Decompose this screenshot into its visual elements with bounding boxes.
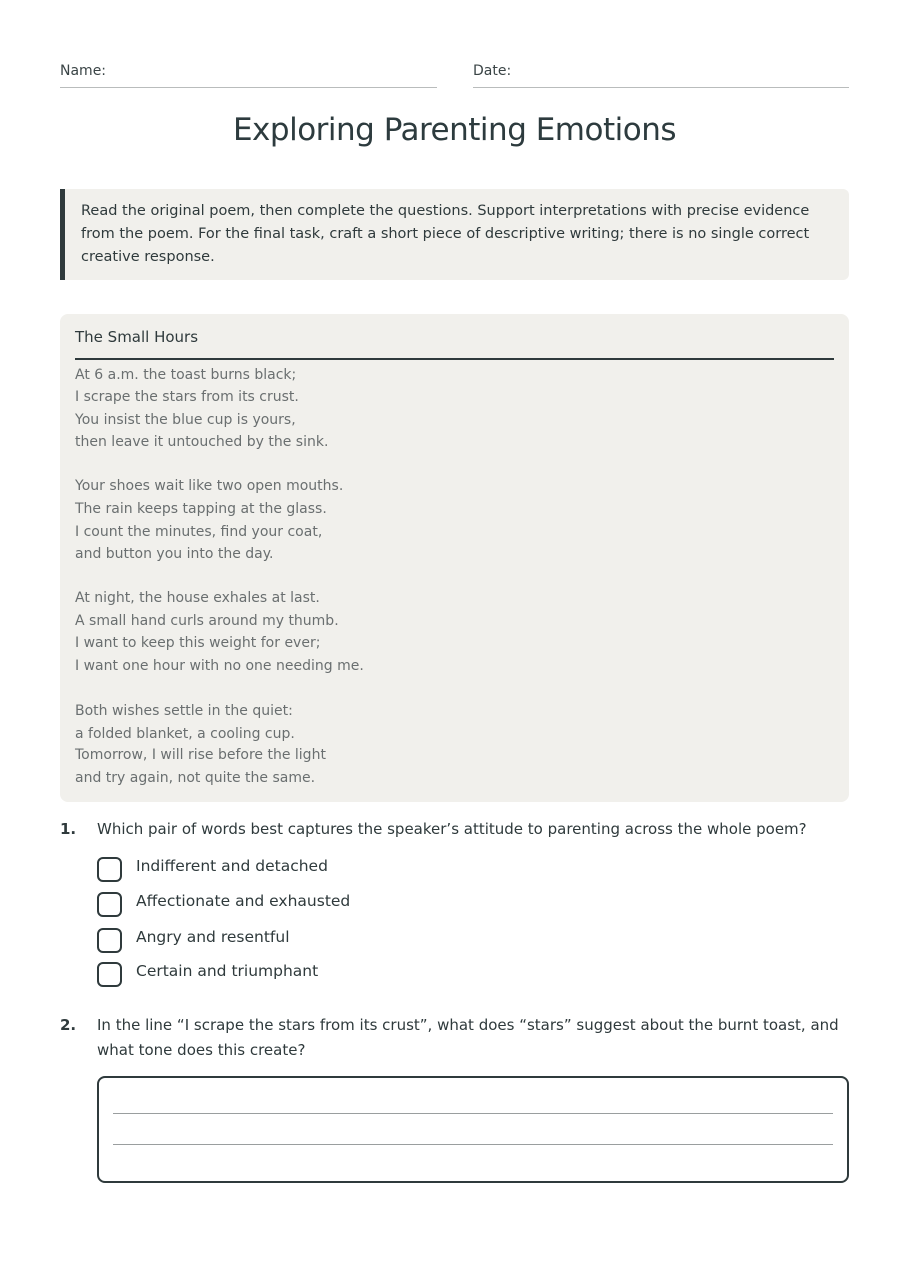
option-2-checkbox[interactable] <box>97 892 122 917</box>
poem-line: I want to keep this weight for ever; <box>75 635 321 651</box>
option-4-checkbox[interactable] <box>97 962 122 987</box>
poem-line: then leave it untouched by the sink. <box>75 434 329 450</box>
instructions-panel <box>60 189 849 280</box>
poem-line: Both wishes settle in the quiet: <box>75 703 293 719</box>
page-title: Exploring Parenting Emotions <box>232 112 677 148</box>
poem-title-rule <box>75 358 834 360</box>
instructions-text: Read the original poem, then complete the questions. Support interpretations with precise evidence from the poem. For the final task, craft a short piece of descriptive writing; there is no single correct creative response. <box>81 203 810 265</box>
poem-line: A small hand curls around my thumb. <box>75 613 339 629</box>
answer-rule <box>113 1113 833 1114</box>
name-label: Name: <box>60 63 107 79</box>
poem-line: Your shoes wait like two open mouths. <box>75 478 344 494</box>
poem-line: You insist the blue cup is yours, <box>75 412 296 428</box>
date-field[interactable] <box>473 60 849 88</box>
answer-box[interactable] <box>97 1076 849 1183</box>
question-2-text: In the line “I scrape the stars from its crust”, what does “stars” suggest about the burnt toast, and what tone does this create? <box>97 1016 839 1059</box>
poem-line: I want one hour with no one needing me. <box>75 658 364 674</box>
date-label: Date: <box>473 63 512 79</box>
poem-line: At night, the house exhales at last. <box>75 590 320 606</box>
option-3-checkbox[interactable] <box>97 928 122 953</box>
question-1-text: Which pair of words best captures the speaker’s attitude to parenting across the whole poem? <box>97 820 807 838</box>
poem-line: I count the minutes, find your coat, <box>75 524 323 540</box>
poem-line: and try again, not quite the same. <box>75 770 316 786</box>
poem-title: The Small Hours <box>75 328 199 346</box>
option-1-checkbox[interactable] <box>97 857 122 882</box>
name-field[interactable] <box>60 60 437 88</box>
question-1-number: 1. <box>60 820 77 838</box>
option-3-label: Angry and resentful <box>136 928 290 946</box>
answer-rule <box>113 1144 833 1145</box>
poem-line: At 6 a.m. the toast burns black; <box>75 367 297 383</box>
poem-line: I scrape the stars from its crust. <box>75 389 299 405</box>
option-4-label: Certain and triumphant <box>136 962 319 980</box>
poem-line: The rain keeps tapping at the glass. <box>75 501 327 517</box>
poem-line: Tomorrow, I will rise before the light <box>75 747 326 763</box>
option-2-label: Affectionate and exhausted <box>136 892 351 910</box>
poem-line: a folded blanket, a cooling cup. <box>75 726 295 742</box>
option-1-label: Indifferent and detached <box>136 857 328 875</box>
question-2-number: 2. <box>60 1016 77 1034</box>
poem-line: and button you into the day. <box>75 546 274 562</box>
